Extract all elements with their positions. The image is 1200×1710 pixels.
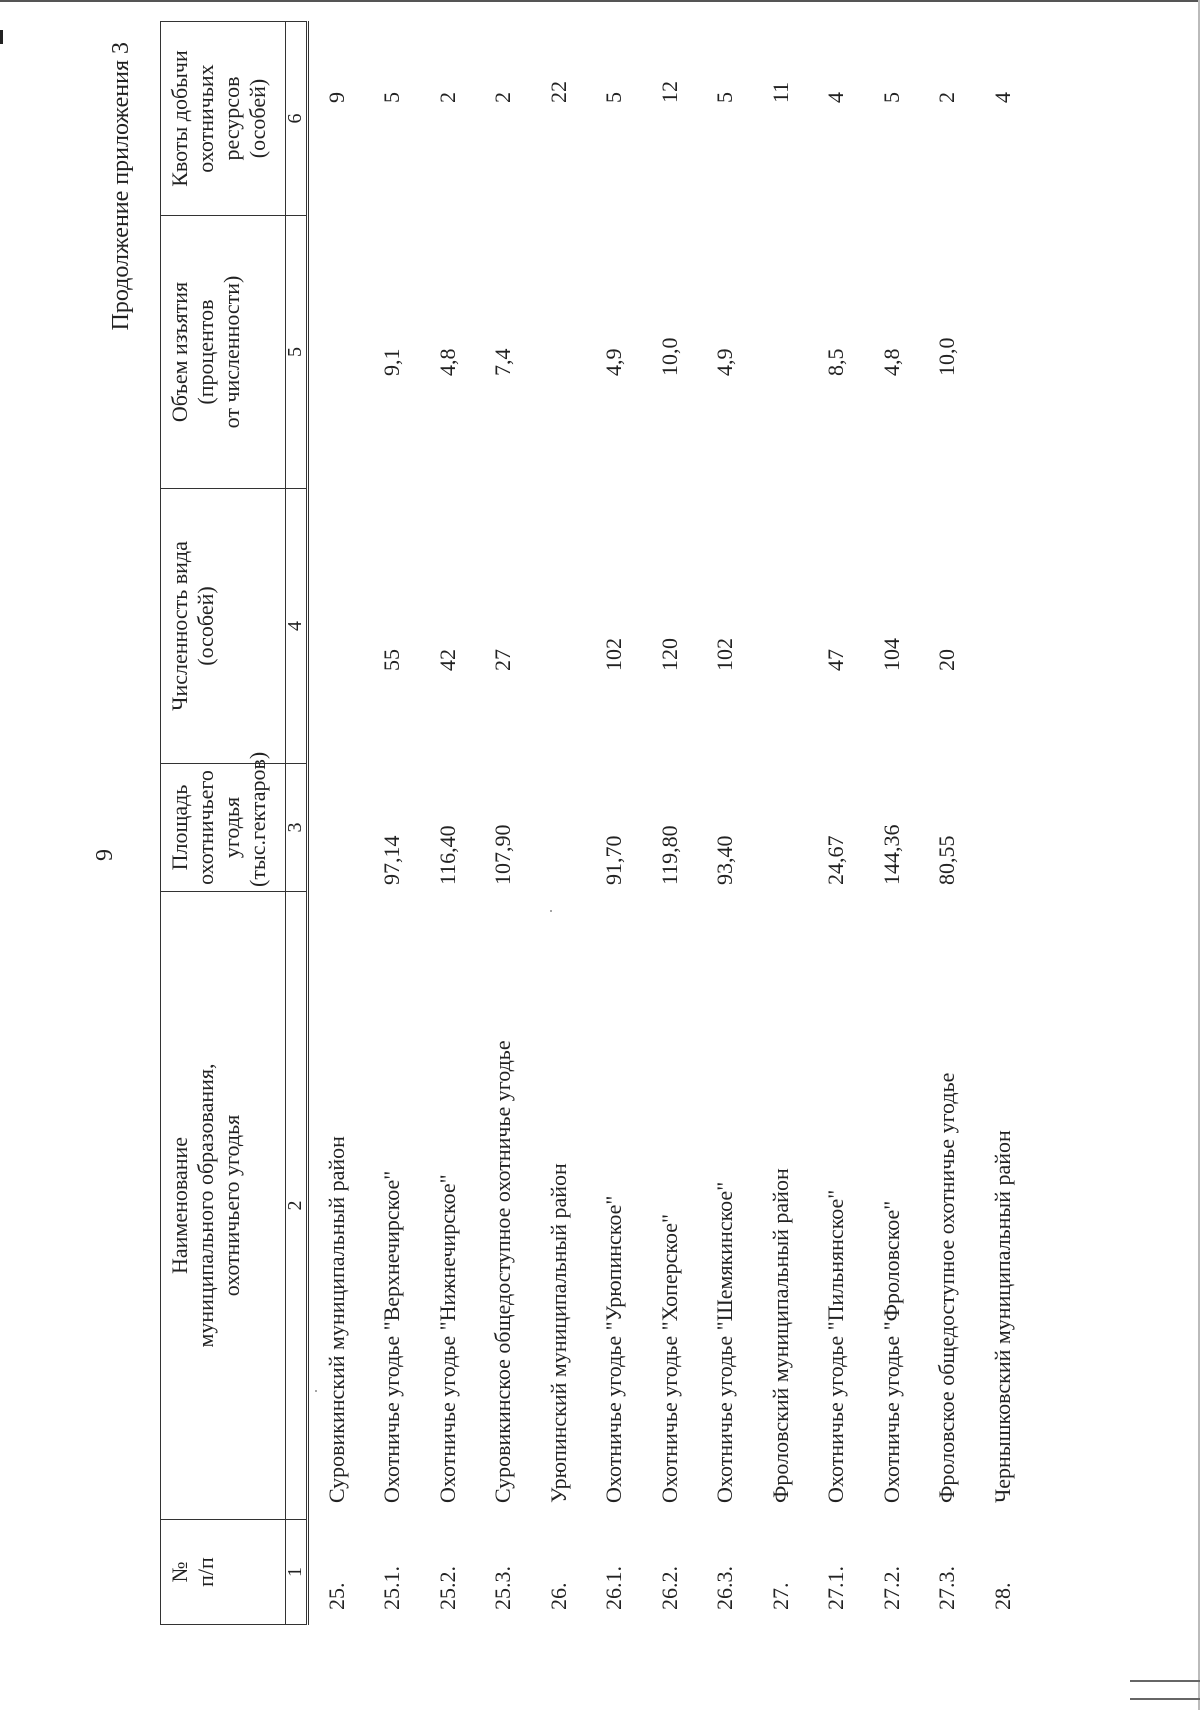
row-count: 120 <box>656 638 682 671</box>
table-row <box>809 22 865 1625</box>
row-number: 25.3. <box>490 1566 516 1610</box>
row-area: 107,90 <box>490 824 516 885</box>
row-name: Фроловский муниципальный район <box>767 1168 793 1503</box>
row-quota: 12 <box>656 81 682 103</box>
row-name: Охотничье угодье "Пильнянское" <box>823 1189 849 1503</box>
table-row <box>920 22 976 1625</box>
row-name: Охотничье угодье "Нижнечирское" <box>434 1174 460 1503</box>
table-row <box>753 22 809 1625</box>
row-area: 91,70 <box>601 835 627 885</box>
row-rate: 8,5 <box>823 348 849 376</box>
row-number: 25.2. <box>434 1566 460 1610</box>
row-area: 24,67 <box>823 835 849 885</box>
table-row <box>642 22 698 1625</box>
page-number: 9 <box>92 849 118 861</box>
column-number: 3 <box>286 764 308 892</box>
row-quota: 4 <box>989 92 1015 103</box>
row-number: 25. <box>323 1582 349 1610</box>
header-cell-number: № п/п <box>161 1520 286 1625</box>
row-number: 27.1. <box>823 1566 849 1610</box>
table-row <box>864 22 920 1625</box>
row-name: Суровикинский муниципальный район <box>323 1136 349 1503</box>
row-quota: 5 <box>601 92 627 103</box>
row-number: 27.3. <box>934 1566 960 1610</box>
row-rate <box>308 216 365 489</box>
row-number: 26.1. <box>601 1566 627 1610</box>
header-cell-count: Численность вида (особей) <box>161 489 286 764</box>
row-quota: 2 <box>434 92 460 103</box>
row-count <box>753 489 809 764</box>
row-quota: 5 <box>878 92 904 103</box>
row-name: Чернышковский муниципальный район <box>989 1130 1015 1503</box>
row-count <box>308 489 365 764</box>
row-rate <box>531 216 587 489</box>
row-count: 104 <box>878 638 904 671</box>
table-row <box>531 22 587 1625</box>
row-name: Охотничье угодье "Хоперское" <box>656 1214 682 1503</box>
row-rate: 4,9 <box>601 348 627 376</box>
header-cell-rate: Объем изъятия (процентов от численности) <box>161 216 286 489</box>
row-name: Фроловское общедоступное охотничье угодье <box>934 1072 960 1503</box>
row-count <box>531 489 587 764</box>
row-area: 119,80 <box>656 825 682 885</box>
row-quota: 4 <box>823 92 849 103</box>
row-rate: 10,0 <box>656 337 682 376</box>
row-name: Охотничье угодье "Фроловское" <box>878 1200 904 1503</box>
row-quota: 11 <box>767 81 793 103</box>
row-area <box>753 764 809 892</box>
header-cell-name: Наименование муниципального образования, охотничьего угодья <box>161 892 286 1520</box>
quota-table <box>160 21 1031 1625</box>
row-number: 27.2. <box>878 1566 904 1610</box>
column-number: 5 <box>286 216 308 489</box>
column-number: 2 <box>286 892 308 1520</box>
row-area: 93,40 <box>712 835 738 885</box>
row-area <box>308 764 365 892</box>
column-number: 6 <box>286 22 308 216</box>
row-count: 42 <box>434 649 460 671</box>
row-name: Охотничье угодье "Урюпинское" <box>601 1195 627 1503</box>
row-area: 116,40 <box>434 825 460 885</box>
row-count: 102 <box>601 638 627 671</box>
row-name: Охотничье угодье "Шемякинское" <box>712 1181 738 1503</box>
row-count <box>975 489 1031 764</box>
table-row <box>365 22 421 1625</box>
row-count: 20 <box>934 649 960 671</box>
row-rate: 4,8 <box>878 348 904 376</box>
header-cell-area: Площадь охотничьего угодья (тыс.гектаров) <box>161 764 286 892</box>
row-count: 27 <box>490 649 516 671</box>
row-rate <box>975 216 1031 489</box>
row-rate: 4,8 <box>434 348 460 376</box>
table-row <box>476 22 532 1625</box>
table-row <box>587 22 643 1625</box>
table-header-row <box>161 22 286 1625</box>
row-number: 25.1. <box>379 1566 405 1610</box>
row-rate: 10,0 <box>934 337 960 376</box>
row-rate: 4,9 <box>712 348 738 376</box>
row-quota: 5 <box>712 92 738 103</box>
row-rate: 9,1 <box>379 348 405 376</box>
column-number: 4 <box>286 489 308 764</box>
header-cell-quota: Квоты добычи охотничьих ресурсов (особей) <box>161 22 286 216</box>
row-number: 26.2. <box>656 1566 682 1610</box>
row-quota: 5 <box>379 92 405 103</box>
table-row <box>420 22 476 1625</box>
table-row <box>975 22 1031 1625</box>
row-area <box>975 764 1031 892</box>
row-number: 28. <box>989 1582 1015 1610</box>
row-rate <box>753 216 809 489</box>
row-area: 144,36 <box>878 824 904 885</box>
row-area <box>531 764 587 892</box>
row-name: Суровикинское общедоступное охотничье угодье <box>490 1040 516 1503</box>
row-number: 26. <box>545 1582 571 1610</box>
row-count: 55 <box>379 649 405 671</box>
row-name: Урюпинский муниципальный район <box>545 1163 571 1503</box>
column-number: 1 <box>286 1520 308 1625</box>
row-area: 97,14 <box>379 835 405 885</box>
row-quota: 2 <box>490 92 516 103</box>
row-quota: 2 <box>934 92 960 103</box>
row-area: 80,55 <box>934 835 960 885</box>
row-number: 26.3. <box>712 1566 738 1610</box>
row-count: 102 <box>712 638 738 671</box>
continuation-heading: Продолжение приложения 3 <box>108 42 134 331</box>
row-number: 27. <box>767 1582 793 1610</box>
table-row <box>308 22 365 1625</box>
row-quota: 9 <box>323 92 349 103</box>
row-name: Охотничье угодье "Верхнечирское" <box>379 1170 405 1503</box>
row-quota: 22 <box>545 81 571 103</box>
row-count: 47 <box>823 649 849 671</box>
table-row <box>698 22 754 1625</box>
column-number-row <box>286 22 308 1625</box>
row-rate: 7,4 <box>490 348 516 376</box>
